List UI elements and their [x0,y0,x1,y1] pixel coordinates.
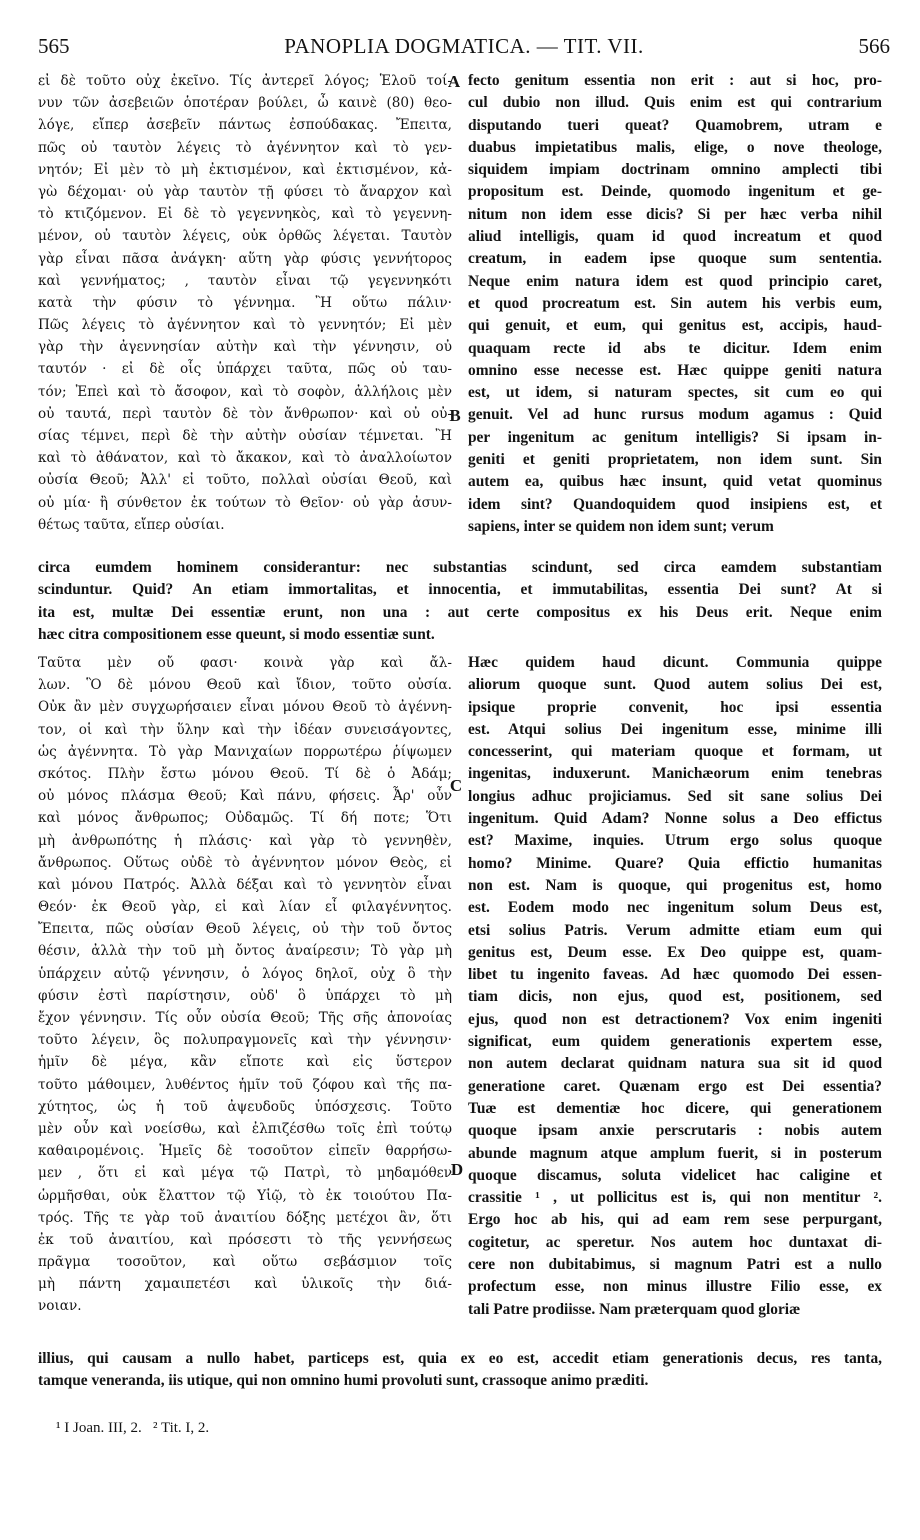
greek-text-line: νοιαν. [38,1298,82,1315]
latin-text-line: genitus est, Deum esse. Ex Deo quippe est, quam- [468,943,882,961]
greek-text-line: νητόν; Εἰ μὲν τὸ μὴ ἐκτισμένον, καὶ ἐκτισμένον, κἀ- [38,161,452,178]
latin-text-line: profectum esse, non minus illustre Filio esse, ex [468,1278,882,1296]
greek-text-line: Πῶς λέγεις τὸ ἀγέννητον καὶ τὸ γεννητόν; Εἰ μὲν [38,317,452,334]
latin-text-line: circa eumdem hominem considerantur: nec substantias scindunt, sed circa eamdem substantiam [38,559,882,576]
latin-text-line: homo? Minime. Quare? Quia effictio humanitas [468,854,882,872]
latin-text-line: abunde magnum atque amplum fuerit, si in posterum [468,1144,882,1162]
greek-text-line: πῶς οὐ ταυτὸν λέγεις τὸ ἀγέννητον καὶ τὸ γεν- [38,139,452,156]
latin-text-line: tiam dicis, non ejus, quod est, positionem, sed [468,988,882,1006]
latin-text-line: est. Eodem modo nec ingenitum solum Deus est, [468,899,882,917]
latin-text-line: siquidem impiam doctrinam omnino amplecti tibi [468,161,882,179]
greek-text-line: ὑπάρχειν αὐτῷ γέννησιν, ὁ λόγος δηλοῖ, οὐχ ὃ τὴν [38,965,452,982]
latin-text-line: non autem declarat quidnam natura sua sit id quod [468,1055,882,1073]
latin-text-line: concesserint, qui materiam quoque et formam, ut [468,743,882,761]
greek-text-line: τρός. Τῆς τε γὰρ τοῦ ἀναιτίου δόξης μετέχοι ἂν, ὅτι [38,1209,452,1226]
greek-text-line: μένον, οὐ ταυτὸν λέγεις, οὐκ ὀρθῶς λέγεται. Ταυτὸν [38,228,452,245]
latin-text-line: ingenitum. Quid Adam? Nonne solus a Deo effictus [468,810,882,828]
greek-text-line: τοῦτο λέγειν, ὃς πολυπραγμονεῖς καὶ τὴν γέννησιν· [38,1032,452,1049]
greek-text-line: καὶ γεννήματος; , ταυτὸν εἶναι τῷ γεγεννηκότι [38,272,452,289]
latin-text-line: longius adhuc projiciamus. Sed sit sane solius Dei [468,787,882,805]
page-number-left: 565 [38,34,70,58]
footnotes: ¹ I Joan. III, 2. ² Tit. I, 2. [56,1420,210,1436]
latin-text-line: est? Maxime, inquies. Utrum ergo solus quoque [468,832,882,850]
latin-text-line: etsi solius Patris. Verum admitte etiam eum qui [468,921,882,939]
latin-text-line: qui genuit, et eum, qui genitus est, accipis, haud- [468,317,882,335]
latin-text-line: propositum est. Deinde, quomodo ingenitum et ge- [468,183,882,201]
latin-text-line: disputando tueri queat? Quamobrem, utram e [468,116,882,134]
latin-text-line: quaquam recte id abs te dicitur. Idem enim [468,339,882,357]
greek-text-line: καὶ μόνος ἄνθρωπος; Οὐδαμῶς. Τί δή ποτε; Ὅτι [38,810,452,827]
latin-text-line: cere non dubitabimus, si magnum Patri est a nullo [468,1256,882,1274]
greek-text-line: θέτως ταῦτα, εἴπερ οὐσίαι. [38,516,225,533]
latin-text-line: scinduntur. Quid? An etiam immortalitas, et innocentia, et immutabilitas, essentia Dei sunt? At si [38,581,882,599]
greek-text-line: Ἔπειτα, πῶς οὐσίαν Θεοῦ λέγεις, οὐ τὴν τοῦ ὄντος [38,921,452,938]
full-width-text-section-2 [38,1348,882,1393]
latin-text-line: et quod procreatum est. Sin autem his verbis eum, [468,294,882,312]
latin-text-line: ipsique proprie convenit, hoc ipsi essentia [468,698,882,716]
latin-text-line: nitum non idem esse dicis? Si per hæc verba nihil [468,205,882,223]
greek-text-line: εἰ δὲ τοῦτο οὐχ ἐκεῖνο. Τίς ἀντερεῖ λόγος; Ἑλοῦ τοί- [38,73,452,89]
margin-mark-c: C [449,776,463,795]
latin-text-line: ingenitas, induxerunt. Manichæorum enim tenebras [468,765,882,783]
greek-text-line: ἔχον γέννησιν. Τίς οὖν οὐσία Θεοῦ; Τῆς σῆς ἀπονοίας [38,1010,452,1026]
greek-column-section-2 [38,652,452,1342]
greek-text-line: πρᾶγμα τοσοῦτον, καὶ οὕτω σεβάσμιον τοῖς [38,1254,452,1271]
greek-text-line: φύσιν ἐστὶ παρίστησιν, οὐδ' ὃ ὑπάρχει τὸ μὴ [38,987,452,1004]
greek-text-line: ὡρμῆσθαι, οὐκ ἔλαττον τῷ Υἱῷ, τὸ ἐκ τοιούτου Πα- [38,1187,452,1204]
greek-text-line: σκότος. Πλὴν ἔστω μόνου Θεοῦ. Τί δὲ ὁ Ἀδάμ; [38,765,452,782]
greek-text-line: γὼ δέχομαι· οὐ γὰρ ταυτὸν τῇ φύσει τὸ ἄναρχον καὶ [38,183,452,200]
latin-text-line: ejus, quod non est detractionem? Vox enim ingeniti [468,1010,882,1028]
greek-text-line: ἐκ τοῦ ἀναιτίου, καὶ πρόσεστι τὸ τῆς γεννήσεως [38,1231,452,1248]
greek-text-line: τοῦτο μάθοιμεν, λυθέντος ἡμῖν τοῦ ζόφου καὶ τῆς πα- [38,1076,452,1093]
greek-text-line: καὶ μόνου Πατρός. Ἀλλὰ δέξαι καὶ τὸ γεννητὸν εἶναι [38,876,452,893]
latin-text-line: non est. Nam is quoque, qui progenitus est, homo [468,876,882,894]
greek-text-line: καθαιρομένοις. Ἡμεῖς δὲ τοσοῦτον εἰπεῖν θαρρήσω- [38,1143,452,1160]
margin-mark-a: A [447,72,461,91]
latin-text-line: idem sint? Quandoquidem quod insipiens est, et [468,495,882,513]
latin-text-line: tamque veneranda, iis utique, qui non omnino humi provoluti sunt, crassoque animo præditi. [38,1372,649,1390]
greek-text-line: καὶ τὸ ἀθάνατον, καὶ τὸ ἄκακον, καὶ τὸ ἀναλλοίωτον [38,450,452,467]
latin-text-line: est. Atqui solius Dei ingenitum esse, minime illi [468,720,882,738]
greek-text-line: λόγε, εἴπερ ἀσεβεῖν πάντως ἐσπούδακας. Ἔπειτα, [38,117,452,134]
greek-text-line: οὐ μία· ἢ σύνθετον ἐκ τούτων τὸ Θεῖον· οὐ γὰρ ἀσυν- [38,494,452,511]
greek-text-line: ὡς ἀγέννητα. Τὸ γὰρ Μανιχαίων πορρωτέρω ῥίψωμεν [38,743,452,760]
margin-mark-b: B [449,406,461,425]
latin-text-line: duabus impietatibus malis, elige, o nove theologe, [468,138,882,156]
greek-text-line: μὴ ἀνθρωπότης ἡ πλάσις· καὶ γὰρ τὸ γεννηθὲν, [38,832,452,849]
margin-mark-d: D [450,1160,464,1179]
greek-text-line: οὐσία Θεοῦ; Ἀλλ' εἰ τοῦτο, πολλαὶ οὐσίαι Θεοῦ, καὶ [38,472,452,489]
latin-text-line: Hæc quidem haud dicunt. Communia quippe [468,654,882,671]
latin-text-line: est, ut idem, si naturam spectes, sit cum eo qui [468,384,882,402]
greek-column-section-1 [38,70,452,550]
greek-text-line: τον, οἱ καὶ τὴν ὕλην καὶ τὴν ἰδέαν συνεισάγοντες, [38,721,452,738]
greek-text-line: κατὰ τὴν φύσιν τὸ γέννημα. Ἢ οὕτω πάλιν· [38,294,452,311]
latin-text-line: cul dubio non illud. Quis enim est qui contrarium [468,94,882,112]
latin-text-line: quoque ipsam anxie perscrutaris : nobis autem [468,1122,882,1140]
greek-text-line: οὐ μόνος πλάσμα Θεοῦ; Καὶ πάνυ, φήσεις. Ἆρ' οὖν [38,788,452,805]
greek-text-line: σίας τέμνει, περὶ δὲ τὴν αὐτὴν οὐσίαν τέμνεται. Ἢ [38,428,452,444]
latin-text-line: hæc citra compositionem esse queunt, si modo essentiæ sunt. [38,625,435,643]
latin-text-line: cogitetur, ac speretur. Nos autem hoc duntaxat di- [468,1233,882,1251]
greek-text-line: τόν; Ἐπεὶ καὶ τὸ ἄσοφον, καὶ τὸ σοφὸν, ἀλλήλοις μὲν [38,383,452,400]
latin-text-line: omnino esse necesse est. Hæc quippe geniti natura [468,361,882,379]
page-header [38,34,890,62]
latin-text-line: sapiens, inter se quidem non idem sunt; verum [468,517,774,535]
greek-text-line: ἡμῖν δὲ μέγα, κἂν εἴποτε καὶ εἰς ὕστερον [38,1054,452,1071]
page-number-right: 566 [858,34,890,58]
greek-text-line: γὰρ τὴν ἀγεννησίαν αὐτὴν καὶ τὴν γέννησιν, οὐ [38,339,452,356]
latin-text-line: genuit. Vel ad hunc rursus modum agamus : Quid [468,406,882,424]
latin-text-line: Neque enim natura idem est quod principio caret, [468,272,882,290]
latin-text-line: fecto genitum essentia non erit : aut si hoc, pro- [468,72,882,89]
latin-text-line: Tuæ est dementiæ hoc dicere, qui generationem [468,1099,882,1117]
running-title: PANOPLIA DOGMATICA. — TIT. VII. [284,34,644,58]
latin-text-line: crassitie ¹ , ut pollicitus est is, qui non mentitur ². [468,1189,882,1207]
full-width-text-section-1 [38,557,882,646]
latin-text-line: per ingenitum ac genitum intelligis? Si ipsam in- [468,428,882,446]
latin-text-line: quoque discamus, soluta videlicet hac caligine et [468,1166,882,1184]
greek-text-line: τὸ κτιζόμενον. Εἰ δὲ τὸ γεγεννηκὸς, καὶ τὸ γεγεννη- [38,206,452,223]
greek-text-line: γὰρ εἶναι πᾶσα ἀνάγκη· αὕτη γὰρ φύσις γεννήτορος [38,250,452,267]
greek-text-line: μὲν οὖν καὶ νοείσθω, καὶ ἐλπιζέσθω τοῖς ἐπὶ τούτῳ [38,1120,452,1137]
latin-text-line: aliud intelligis, quam id quod increatum et quod [468,228,882,246]
greek-text-line: μεν , ὅτι εἰ καὶ μέγα τῷ Πατρὶ, τὸ μηδαμόθεν [38,1165,452,1182]
latin-text-line: Ergo hoc ab his, qui ad eam rem sese perpurgant, [468,1211,882,1229]
greek-text-line: Θεόν· ἐκ Θεοῦ γὰρ, εἰ καὶ λίαν εἶ φιλαγέννητος. [38,899,452,916]
greek-text-line: Ταῦτα μὲν οὔ φασι· κοινὰ γὰρ καὶ ἄλ- [38,655,452,671]
greek-text-line: νυν τῶν ἀσεβειῶν ὁποτέραν βούλει, ὦ καινὲ (80) θεο- [38,95,452,112]
latin-text-line: autem ea, quibus hæc insunt, quid vetat quominus [468,473,882,491]
greek-text-line: θέσιν, ἀλλὰ τὴν τοῦ μὴ ὄντος ἀναίρεσιν; Τὸ γὰρ μὴ [38,943,452,960]
latin-text-line: aliorum quoque sunt. Quod autem solius Dei est, [468,676,882,694]
greek-text-line: ἄνθρωπος. Οὕτως οὐδὲ τὸ ἀγέννητον μόνον Θεὸς, εἰ [38,854,452,871]
latin-text-line: significat, eum quidem generationis expertem esse, [468,1033,882,1051]
greek-text-line: Οὐκ ἂν μὲν συγχωρήσαιεν εἶναι μόνου Θεοῦ τὸ ἀγέννη- [38,699,452,716]
latin-column-section-1 [468,70,882,550]
latin-text-line: ita est, multæ Dei essentiæ erunt, non una : aut certe compositus ex his Deus erit. Neque enim [38,603,882,621]
latin-text-line: libet tu ingenito faveas. Ad hæc quomodo Dei essen- [468,966,882,984]
greek-text-line: οὐ ταυτά, περὶ ταυτὸν δὲ τὸν ἄνθρωπον· καὶ οὐ οὐ- [38,405,452,422]
greek-text-line: μὴ πάντη χαμαιπετέσι καὶ ὑλικοῖς τὴν διά- [38,1276,452,1293]
greek-text-line: χύτητος, ὡς ἡ τοῦ ἀψευδοῦς ὑπόσχεσις. Τοῦτο [38,1098,452,1115]
latin-text-line: tali Patre prodiisse. Nam præterquam quod gloriæ [468,1300,801,1318]
latin-text-line: generatione caret. Quænam ergo est Dei essentia? [468,1077,882,1095]
greek-text-line: ταυτόν · εἰ δὲ οἷς ὑπάρχει ταῦτα, πῶς οὐ ταυ- [38,361,452,378]
latin-text-line: illius, qui causam a nullo habet, particeps est, quia ex eo est, accedit etiam generationis decus, res tanta, [38,1350,882,1367]
latin-text-line: creatum, in eadem ipse quoque sum sententia. [468,250,882,268]
greek-text-line: λων. Ὃ δὲ μόνου Θεοῦ καὶ ἴδιον, τοῦτο οὐσία. [38,677,452,694]
latin-text-line: geniti et geniti proprietatem, non idem sunt. Sin [468,451,882,469]
latin-column-section-2 [468,652,882,1342]
